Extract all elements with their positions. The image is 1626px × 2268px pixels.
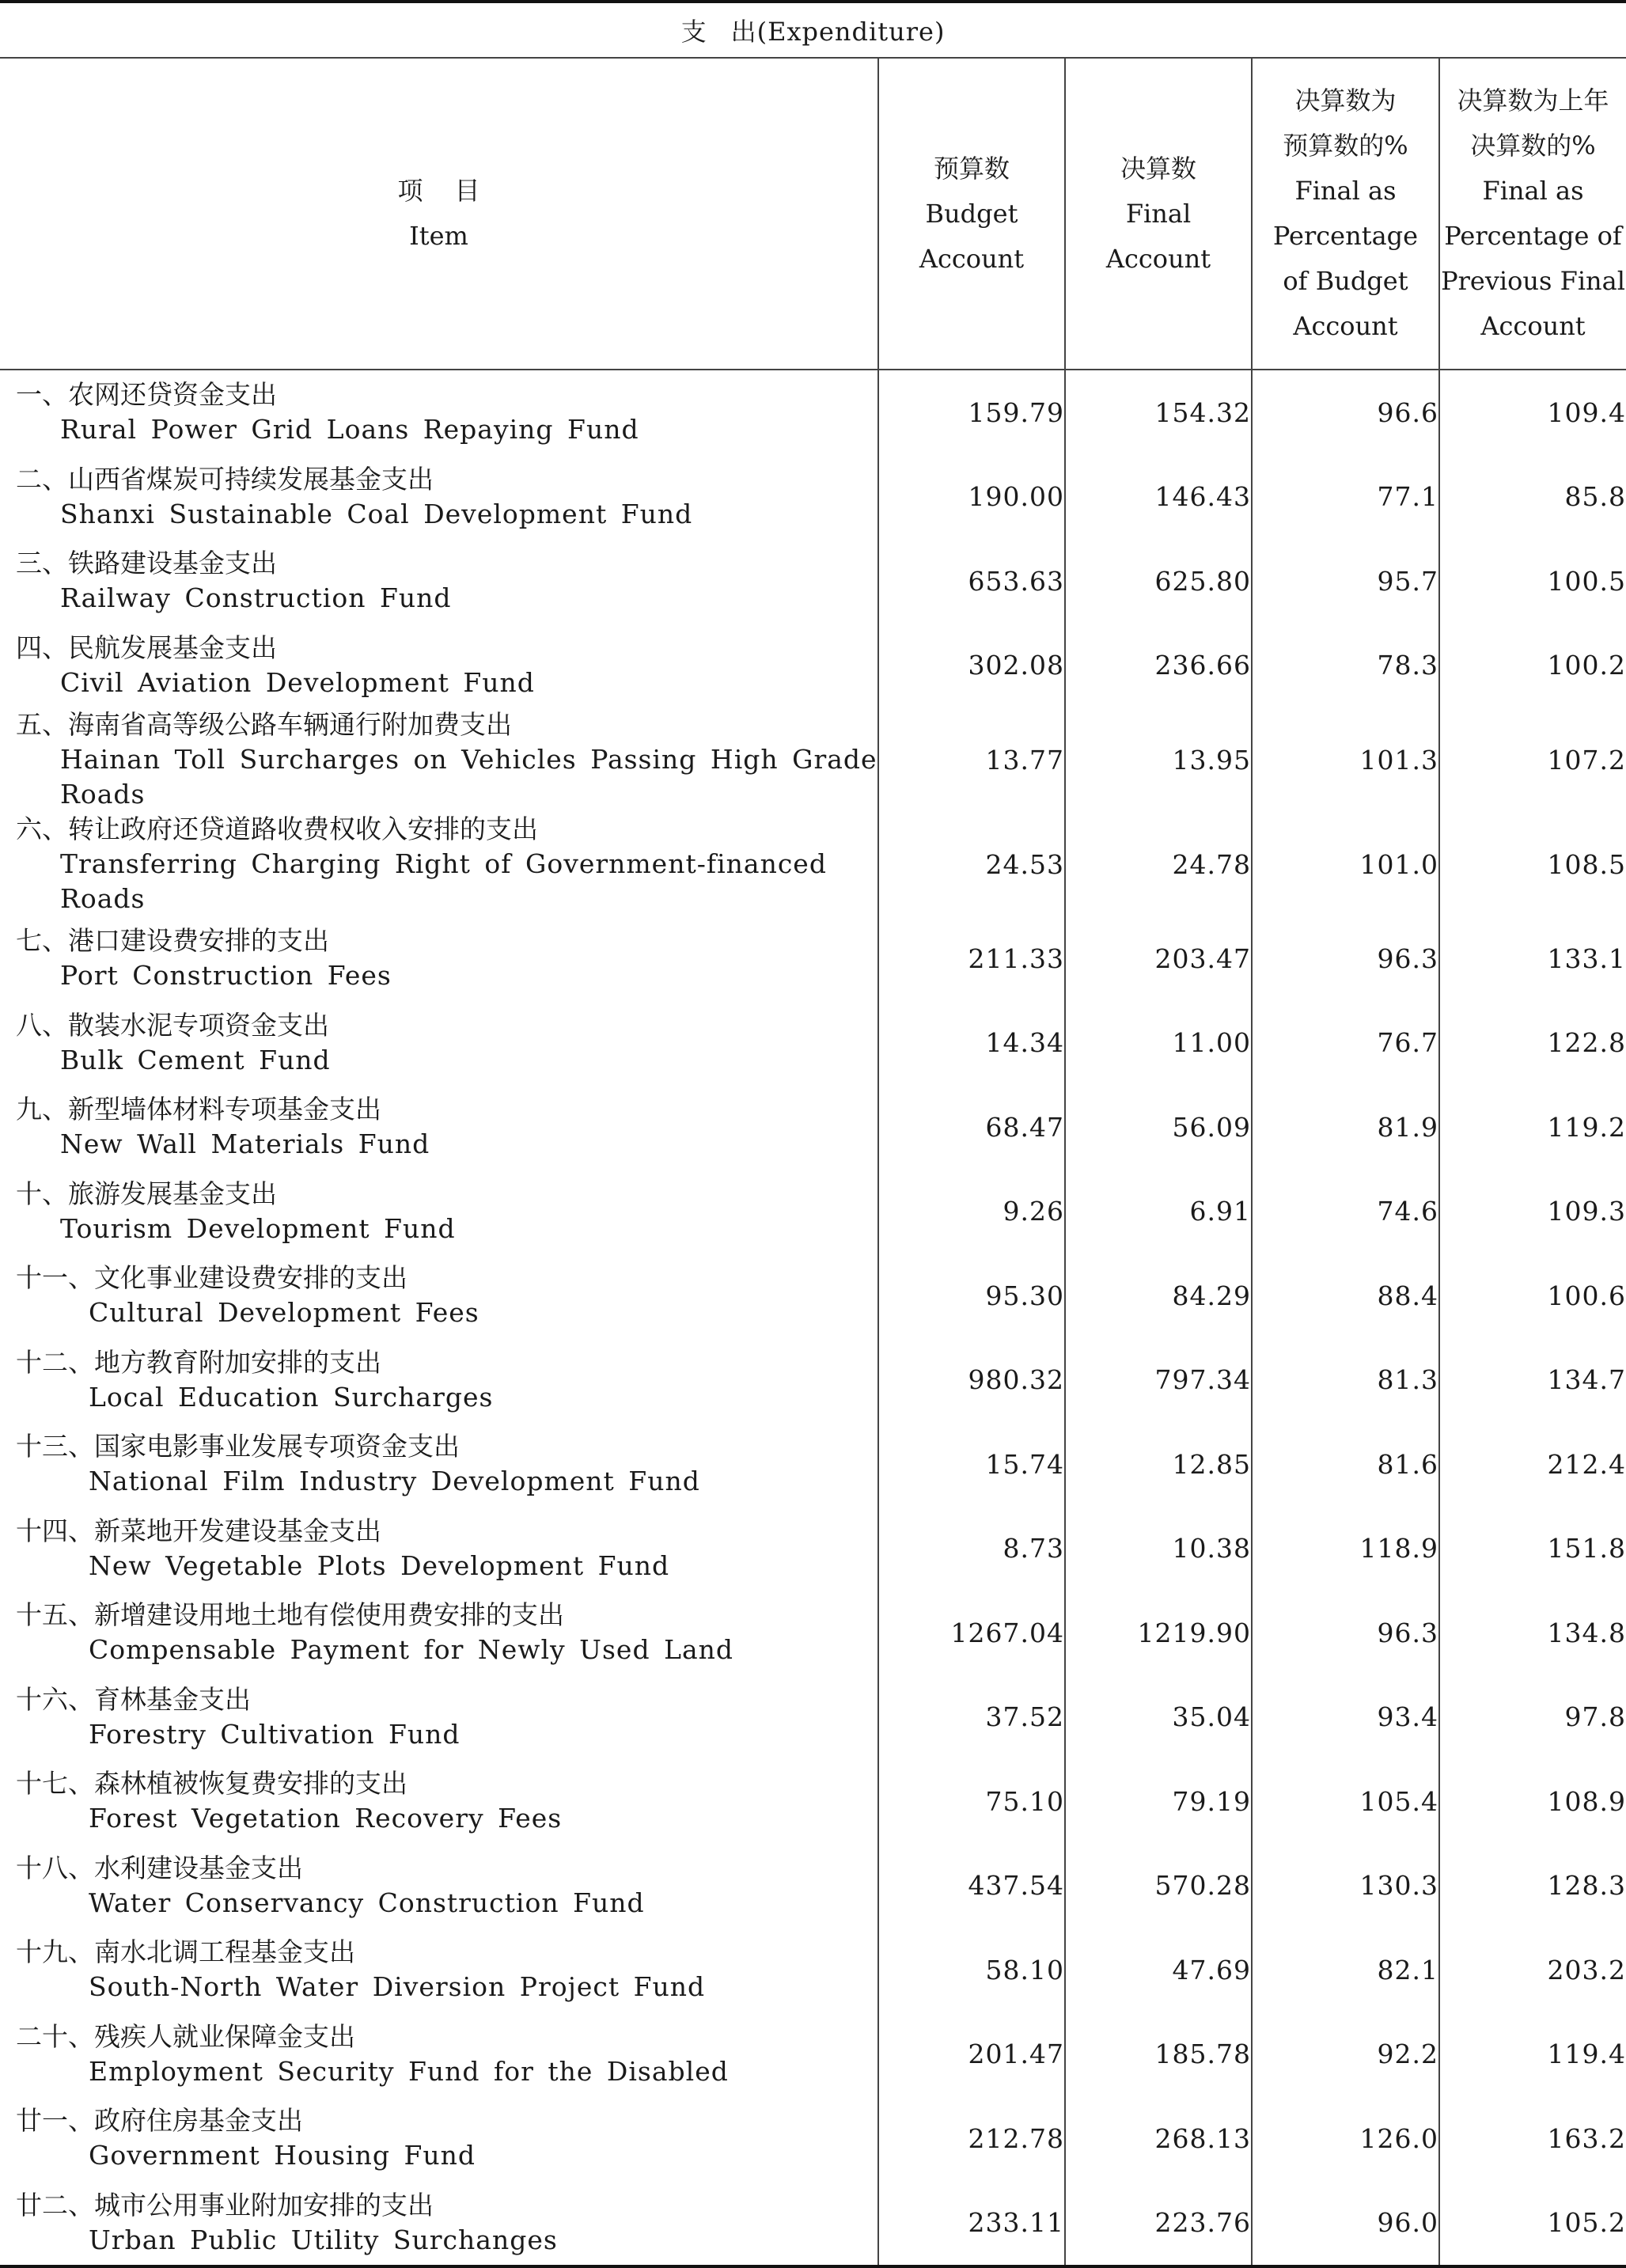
section-title-cn2: 出(Expenditure) bbox=[730, 17, 946, 47]
row-item-cn: 十五、新增建设用地土地有偿使用费安排的支出 bbox=[16, 1599, 564, 1631]
row-item-cn: 二十、残疾人就业保障金支出 bbox=[16, 2020, 355, 2052]
row-item-cn: 十一、文化事业建设费安排的支出 bbox=[16, 1262, 407, 1294]
row-item bbox=[0, 1507, 878, 1591]
row-item bbox=[0, 1675, 878, 1760]
header-pct-prev-en2: Percentage of bbox=[1444, 221, 1622, 251]
row-pct-budget-value: 118.9 bbox=[1252, 1507, 1439, 1591]
row-final-value: 1219.90 bbox=[1065, 1591, 1252, 1675]
row-item-en: Bulk Cement Fund bbox=[60, 1044, 331, 1075]
table-row bbox=[0, 2012, 1626, 2097]
row-item-en: Water Conservancy Construction Fund bbox=[89, 1887, 645, 1918]
row-item-cn: 十、旅游发展基金支出 bbox=[16, 1178, 277, 1209]
table-row bbox=[0, 1338, 1626, 1423]
header-item bbox=[0, 58, 878, 370]
table-row bbox=[0, 2096, 1626, 2181]
row-final-value: 223.76 bbox=[1065, 2181, 1252, 2267]
header-final-cn: 决算数 bbox=[1120, 153, 1196, 184]
row-final-value: 13.95 bbox=[1065, 707, 1252, 812]
header-item-en: Item bbox=[409, 221, 468, 251]
row-pct-prev-value: 212.4 bbox=[1439, 1422, 1626, 1507]
row-pct-prev-value: 134.8 bbox=[1439, 1591, 1626, 1675]
row-item-en: Cultural Development Fees bbox=[89, 1297, 479, 1329]
row-final-value: 625.80 bbox=[1065, 539, 1252, 624]
row-pct-budget-value: 81.9 bbox=[1252, 1085, 1439, 1170]
row-item-en: Shanxi Sustainable Coal Development Fund bbox=[60, 498, 693, 529]
row-item bbox=[0, 370, 878, 455]
row-pct-budget-value: 78.3 bbox=[1252, 624, 1439, 708]
table-row bbox=[0, 370, 1626, 455]
header-pct-budget-en2: Percentage bbox=[1272, 221, 1419, 251]
row-pct-prev-value: 122.8 bbox=[1439, 1001, 1626, 1086]
row-item bbox=[0, 1001, 878, 1086]
row-item-cn: 十四、新菜地开发建设基金支出 bbox=[16, 1515, 381, 1546]
section-title bbox=[0, 2, 1626, 58]
row-budget-value: 233.11 bbox=[878, 2181, 1065, 2267]
row-budget-value: 302.08 bbox=[878, 624, 1065, 708]
row-item bbox=[0, 707, 878, 812]
row-item-cn: 一、农网还贷资金支出 bbox=[16, 379, 277, 411]
section-title-cn: 支 bbox=[680, 17, 707, 47]
header-final-en2: Account bbox=[1105, 243, 1211, 274]
row-pct-prev-value: 108.9 bbox=[1439, 1759, 1626, 1844]
row-budget-value: 13.77 bbox=[878, 707, 1065, 812]
row-budget-value: 211.33 bbox=[878, 916, 1065, 1001]
table-row bbox=[0, 916, 1626, 1001]
row-pct-budget-value: 93.4 bbox=[1252, 1675, 1439, 1760]
row-budget-value: 212.78 bbox=[878, 2096, 1065, 2181]
row-final-value: 10.38 bbox=[1065, 1507, 1252, 1591]
row-pct-prev-value: 85.8 bbox=[1439, 455, 1626, 540]
table-row bbox=[0, 624, 1626, 708]
row-item-en: Forestry Cultivation Fund bbox=[89, 1718, 461, 1750]
row-pct-budget-value: 81.6 bbox=[1252, 1422, 1439, 1507]
row-final-value: 84.29 bbox=[1065, 1253, 1252, 1338]
row-budget-value: 15.74 bbox=[878, 1422, 1065, 1507]
header-row bbox=[0, 58, 1626, 370]
row-item bbox=[0, 1759, 878, 1844]
table-row bbox=[0, 1844, 1626, 1929]
row-budget-value: 8.73 bbox=[878, 1507, 1065, 1591]
row-pct-prev-value: 163.2 bbox=[1439, 2096, 1626, 2181]
row-pct-prev-value: 100.2 bbox=[1439, 624, 1626, 708]
row-item bbox=[0, 1422, 878, 1507]
header-pct-budget-en3: of Budget bbox=[1283, 266, 1408, 296]
row-final-value: 12.85 bbox=[1065, 1422, 1252, 1507]
row-budget-value: 24.53 bbox=[878, 812, 1065, 916]
row-final-value: 236.66 bbox=[1065, 624, 1252, 708]
row-final-value: 79.19 bbox=[1065, 1759, 1252, 1844]
row-item-en: Hainan Toll Surcharges on Vehicles Passing High Grade Roads bbox=[60, 744, 877, 810]
row-item-en: Compensable Payment for Newly Used Land bbox=[89, 1634, 734, 1666]
header-budget bbox=[878, 58, 1065, 370]
row-pct-budget-value: 76.7 bbox=[1252, 1001, 1439, 1086]
row-pct-budget-value: 81.3 bbox=[1252, 1338, 1439, 1423]
row-item-en: Urban Public Utility Surchanges bbox=[89, 2224, 558, 2255]
table-row bbox=[0, 539, 1626, 624]
table-row bbox=[0, 1507, 1626, 1591]
header-budget-cn: 预算数 bbox=[933, 153, 1010, 184]
header-pct-prev-cn1: 决算数为上年 bbox=[1457, 85, 1609, 116]
table-row bbox=[0, 1253, 1626, 1338]
row-pct-prev-value: 134.7 bbox=[1439, 1338, 1626, 1423]
header-pct-prev-en3: Previous Final bbox=[1441, 266, 1625, 296]
row-item-cn: 七、港口建设费安排的支出 bbox=[16, 925, 329, 957]
row-budget-value: 68.47 bbox=[878, 1085, 1065, 1170]
row-item bbox=[0, 812, 878, 916]
table-row bbox=[0, 1591, 1626, 1675]
row-item-en: Civil Aviation Development Fund bbox=[60, 666, 535, 698]
row-item-cn: 十三、国家电影事业发展专项资金支出 bbox=[16, 1431, 460, 1462]
row-item-cn: 廿一、政府住房基金支出 bbox=[16, 2105, 303, 2137]
row-item-en: New Vegetable Plots Development Fund bbox=[89, 1549, 670, 1581]
row-item-cn: 三、铁路建设基金支出 bbox=[16, 548, 277, 579]
header-pct-prev-cn2: 决算数的% bbox=[1470, 131, 1596, 161]
row-item-en: Transferring Charging Right of Government-financed Roads bbox=[60, 848, 827, 914]
table-row bbox=[0, 1928, 1626, 2012]
row-final-value: 6.91 bbox=[1065, 1170, 1252, 1254]
header-pct-budget-cn1: 决算数为 bbox=[1294, 85, 1397, 116]
row-pct-prev-value: 133.1 bbox=[1439, 916, 1626, 1001]
row-final-value: 24.78 bbox=[1065, 812, 1252, 916]
header-budget-en1: Budget bbox=[925, 198, 1018, 229]
row-item-en: South-North Water Diversion Project Fund bbox=[89, 1971, 706, 2003]
row-item bbox=[0, 1844, 878, 1929]
row-budget-value: 75.10 bbox=[878, 1759, 1065, 1844]
header-pct-budget bbox=[1252, 58, 1439, 370]
row-item-cn: 十七、森林植被恢复费安排的支出 bbox=[16, 1768, 407, 1800]
row-pct-budget-value: 96.6 bbox=[1252, 370, 1439, 455]
row-item-cn: 九、新型墙体材料专项基金支出 bbox=[16, 1094, 381, 1125]
row-item-cn: 六、转让政府还贷道路收费权收入安排的支出 bbox=[16, 814, 538, 844]
row-item bbox=[0, 624, 878, 708]
row-item-cn: 廿二、城市公用事业附加安排的支出 bbox=[16, 2189, 434, 2221]
row-final-value: 154.32 bbox=[1065, 370, 1252, 455]
row-item bbox=[0, 1591, 878, 1675]
table-row bbox=[0, 1170, 1626, 1254]
row-pct-prev-value: 119.4 bbox=[1439, 2012, 1626, 2097]
row-pct-prev-value: 151.8 bbox=[1439, 1507, 1626, 1591]
table-row bbox=[0, 455, 1626, 540]
row-item-en: Local Education Surcharges bbox=[89, 1381, 494, 1413]
header-pct-budget-en1: Final as bbox=[1294, 176, 1397, 206]
row-pct-prev-value: 100.5 bbox=[1439, 539, 1626, 624]
row-pct-budget-value: 96.0 bbox=[1252, 2181, 1439, 2267]
row-pct-budget-value: 101.3 bbox=[1252, 707, 1439, 812]
row-pct-budget-value: 96.3 bbox=[1252, 916, 1439, 1001]
row-budget-value: 14.34 bbox=[878, 1001, 1065, 1086]
table-row bbox=[0, 707, 1626, 812]
row-item-cn: 十九、南水北调工程基金支出 bbox=[16, 1936, 355, 1968]
row-item bbox=[0, 2012, 878, 2097]
row-item-en: Tourism Development Fund bbox=[60, 1212, 456, 1244]
row-final-value: 56.09 bbox=[1065, 1085, 1252, 1170]
row-pct-prev-value: 109.4 bbox=[1439, 370, 1626, 455]
row-pct-budget-value: 126.0 bbox=[1252, 2096, 1439, 2181]
row-final-value: 203.47 bbox=[1065, 916, 1252, 1001]
row-pct-prev-value: 107.2 bbox=[1439, 707, 1626, 812]
table-row bbox=[0, 1001, 1626, 1086]
header-item-cn: 项目 bbox=[397, 176, 512, 206]
row-pct-budget-value: 105.4 bbox=[1252, 1759, 1439, 1844]
row-budget-value: 653.63 bbox=[878, 539, 1065, 624]
row-budget-value: 58.10 bbox=[878, 1928, 1065, 2012]
row-item-en: Government Housing Fund bbox=[89, 2140, 476, 2171]
row-item-cn: 四、民航发展基金支出 bbox=[16, 631, 277, 663]
row-final-value: 11.00 bbox=[1065, 1001, 1252, 1086]
row-item bbox=[0, 455, 878, 540]
row-item-en: Railway Construction Fund bbox=[60, 582, 452, 614]
row-item bbox=[0, 1085, 878, 1170]
row-item bbox=[0, 916, 878, 1001]
table-row bbox=[0, 1085, 1626, 1170]
row-item-en: New Wall Materials Fund bbox=[60, 1128, 430, 1160]
row-item bbox=[0, 1170, 878, 1254]
row-pct-budget-value: 74.6 bbox=[1252, 1170, 1439, 1254]
row-budget-value: 1267.04 bbox=[878, 1591, 1065, 1675]
header-pct-prev-en4: Account bbox=[1480, 311, 1586, 341]
row-item-cn: 十八、水利建设基金支出 bbox=[16, 1852, 303, 1883]
row-pct-prev-value: 108.5 bbox=[1439, 812, 1626, 916]
row-pct-prev-value: 119.2 bbox=[1439, 1085, 1626, 1170]
row-item-en: Port Construction Fees bbox=[60, 960, 392, 992]
row-pct-budget-value: 82.1 bbox=[1252, 1928, 1439, 2012]
row-item bbox=[0, 2181, 878, 2267]
header-pct-budget-cn2: 预算数的% bbox=[1283, 131, 1408, 161]
row-pct-budget-value: 130.3 bbox=[1252, 1844, 1439, 1929]
row-budget-value: 95.30 bbox=[878, 1253, 1065, 1338]
row-final-value: 185.78 bbox=[1065, 2012, 1252, 2097]
header-budget-en2: Account bbox=[919, 243, 1025, 274]
row-item-en: Forest Vegetation Recovery Fees bbox=[89, 1803, 563, 1834]
row-pct-budget-value: 95.7 bbox=[1252, 539, 1439, 624]
row-budget-value: 437.54 bbox=[878, 1844, 1065, 1929]
header-pct-prev-en1: Final as bbox=[1482, 176, 1584, 206]
table-row bbox=[0, 2181, 1626, 2267]
row-item-cn: 十六、育林基金支出 bbox=[16, 1683, 251, 1715]
row-pct-prev-value: 203.2 bbox=[1439, 1928, 1626, 2012]
row-item-en: National Film Industry Development Fund bbox=[89, 1466, 700, 1497]
row-pct-budget-value: 101.0 bbox=[1252, 812, 1439, 916]
row-item-cn: 五、海南省高等级公路车辆通行附加费支出 bbox=[16, 709, 512, 740]
row-item-en: Employment Security Fund for the Disabled bbox=[89, 2055, 729, 2087]
row-item bbox=[0, 1253, 878, 1338]
row-pct-budget-value: 92.2 bbox=[1252, 2012, 1439, 2097]
row-budget-value: 159.79 bbox=[878, 370, 1065, 455]
header-pct-budget-en4: Account bbox=[1293, 311, 1398, 341]
table-row bbox=[0, 1675, 1626, 1760]
row-budget-value: 37.52 bbox=[878, 1675, 1065, 1760]
row-pct-budget-value: 88.4 bbox=[1252, 1253, 1439, 1338]
row-pct-budget-value: 96.3 bbox=[1252, 1591, 1439, 1675]
row-pct-prev-value: 105.2 bbox=[1439, 2181, 1626, 2267]
table-row bbox=[0, 812, 1626, 916]
row-item-cn: 二、山西省煤炭可持续发展基金支出 bbox=[16, 463, 434, 495]
row-item-cn: 八、散装水泥专项资金支出 bbox=[16, 1009, 329, 1041]
row-pct-prev-value: 97.8 bbox=[1439, 1675, 1626, 1760]
row-budget-value: 9.26 bbox=[878, 1170, 1065, 1254]
table-row bbox=[0, 1759, 1626, 1844]
row-item bbox=[0, 2096, 878, 2181]
row-final-value: 570.28 bbox=[1065, 1844, 1252, 1929]
row-pct-budget-value: 77.1 bbox=[1252, 455, 1439, 540]
header-final-en1: Final bbox=[1125, 198, 1192, 229]
row-final-value: 797.34 bbox=[1065, 1338, 1252, 1423]
table-row bbox=[0, 1422, 1626, 1507]
header-pct-prev bbox=[1439, 58, 1626, 370]
row-final-value: 35.04 bbox=[1065, 1675, 1252, 1760]
row-pct-prev-value: 128.3 bbox=[1439, 1844, 1626, 1929]
row-budget-value: 980.32 bbox=[878, 1338, 1065, 1423]
row-final-value: 47.69 bbox=[1065, 1928, 1252, 2012]
row-item-cn: 十二、地方教育附加安排的支出 bbox=[16, 1346, 381, 1378]
row-item bbox=[0, 1338, 878, 1423]
row-final-value: 268.13 bbox=[1065, 2096, 1252, 2181]
row-budget-value: 190.00 bbox=[878, 455, 1065, 540]
row-item bbox=[0, 1928, 878, 2012]
row-final-value: 146.43 bbox=[1065, 455, 1252, 540]
row-pct-prev-value: 109.3 bbox=[1439, 1170, 1626, 1254]
row-pct-prev-value: 100.6 bbox=[1439, 1253, 1626, 1338]
row-item-en: Rural Power Grid Loans Repaying Fund bbox=[60, 414, 639, 446]
header-final bbox=[1065, 58, 1252, 370]
row-budget-value: 201.47 bbox=[878, 2012, 1065, 2097]
row-item bbox=[0, 539, 878, 624]
